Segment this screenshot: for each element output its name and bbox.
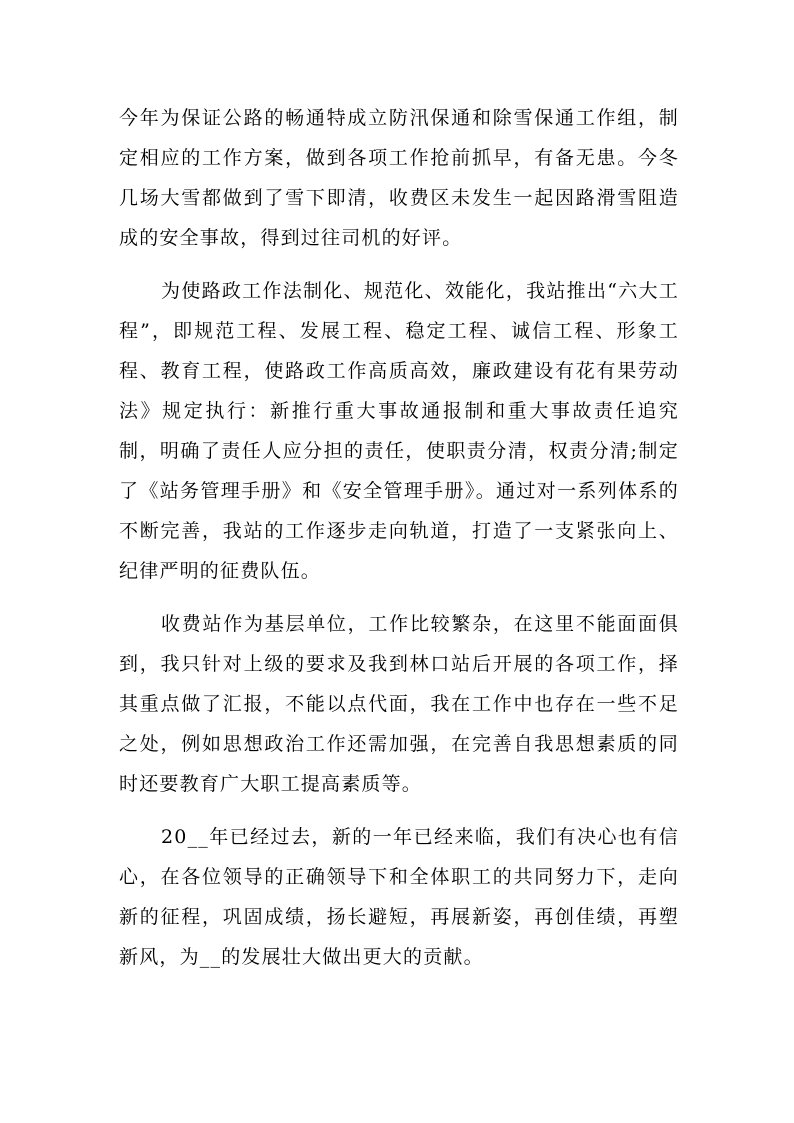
paragraph-spacer bbox=[119, 258, 679, 271]
document-body bbox=[119, 98, 679, 977]
paragraph-3: 收费站作为基层单位，工作比较繁杂，在这里不能面面俱到，我只针对上级的要求及我到林口站后开展的各项工作，择其重点做了汇报，不能以点代面，我在工作中也存在一些不足之处，例如思想政治工作还需加强，在完善自我思想素质的同时还要教育广大职工提高素质等。 bbox=[119, 613, 679, 795]
paragraph-2: 为使路政工作法制化、规范化、效能化，我站推出“六大工程”，即规范工程、发展工程、稳定工程、诚信工程、形象工程、教育工程，使路政工作高质高效，廉政建设有花有果劳动法》规定执行：新推行重大事故通报制和重大事故责任追究制，明确了责任人应分担的责任，使职责分清，权责分清;制定了《站务管理手册》和《安全管理手册》。通过对一系列体系的不断完善，我站的工作逐步走向轨道，打造了一支紧张向上、纪律严明的征费队伍。 bbox=[119, 280, 679, 582]
paragraph-1: 今年为保证公路的畅通特成立防汛保通和除雪保通工作组，制定相应的工作方案，做到各项工作抢前抓早，有备无患。今冬几场大雪都做到了雪下即清，收费区未发生一起因路滑雪阻造成的安全事故，得到过往司机的好评。 bbox=[119, 107, 679, 249]
paragraph-spacer bbox=[119, 804, 679, 817]
paragraph-4: 20__年已经过去，新的一年已经来临，我们有决心也有信心，在各位领导的正确领导下和全体职工的共同努力下，走向新的征程，巩固成绩，扬长避短，再展新姿，再创佳绩，再塑新风，为__的发展壮大做出更大的贡献。 bbox=[119, 826, 679, 968]
paragraph-spacer bbox=[119, 591, 679, 604]
